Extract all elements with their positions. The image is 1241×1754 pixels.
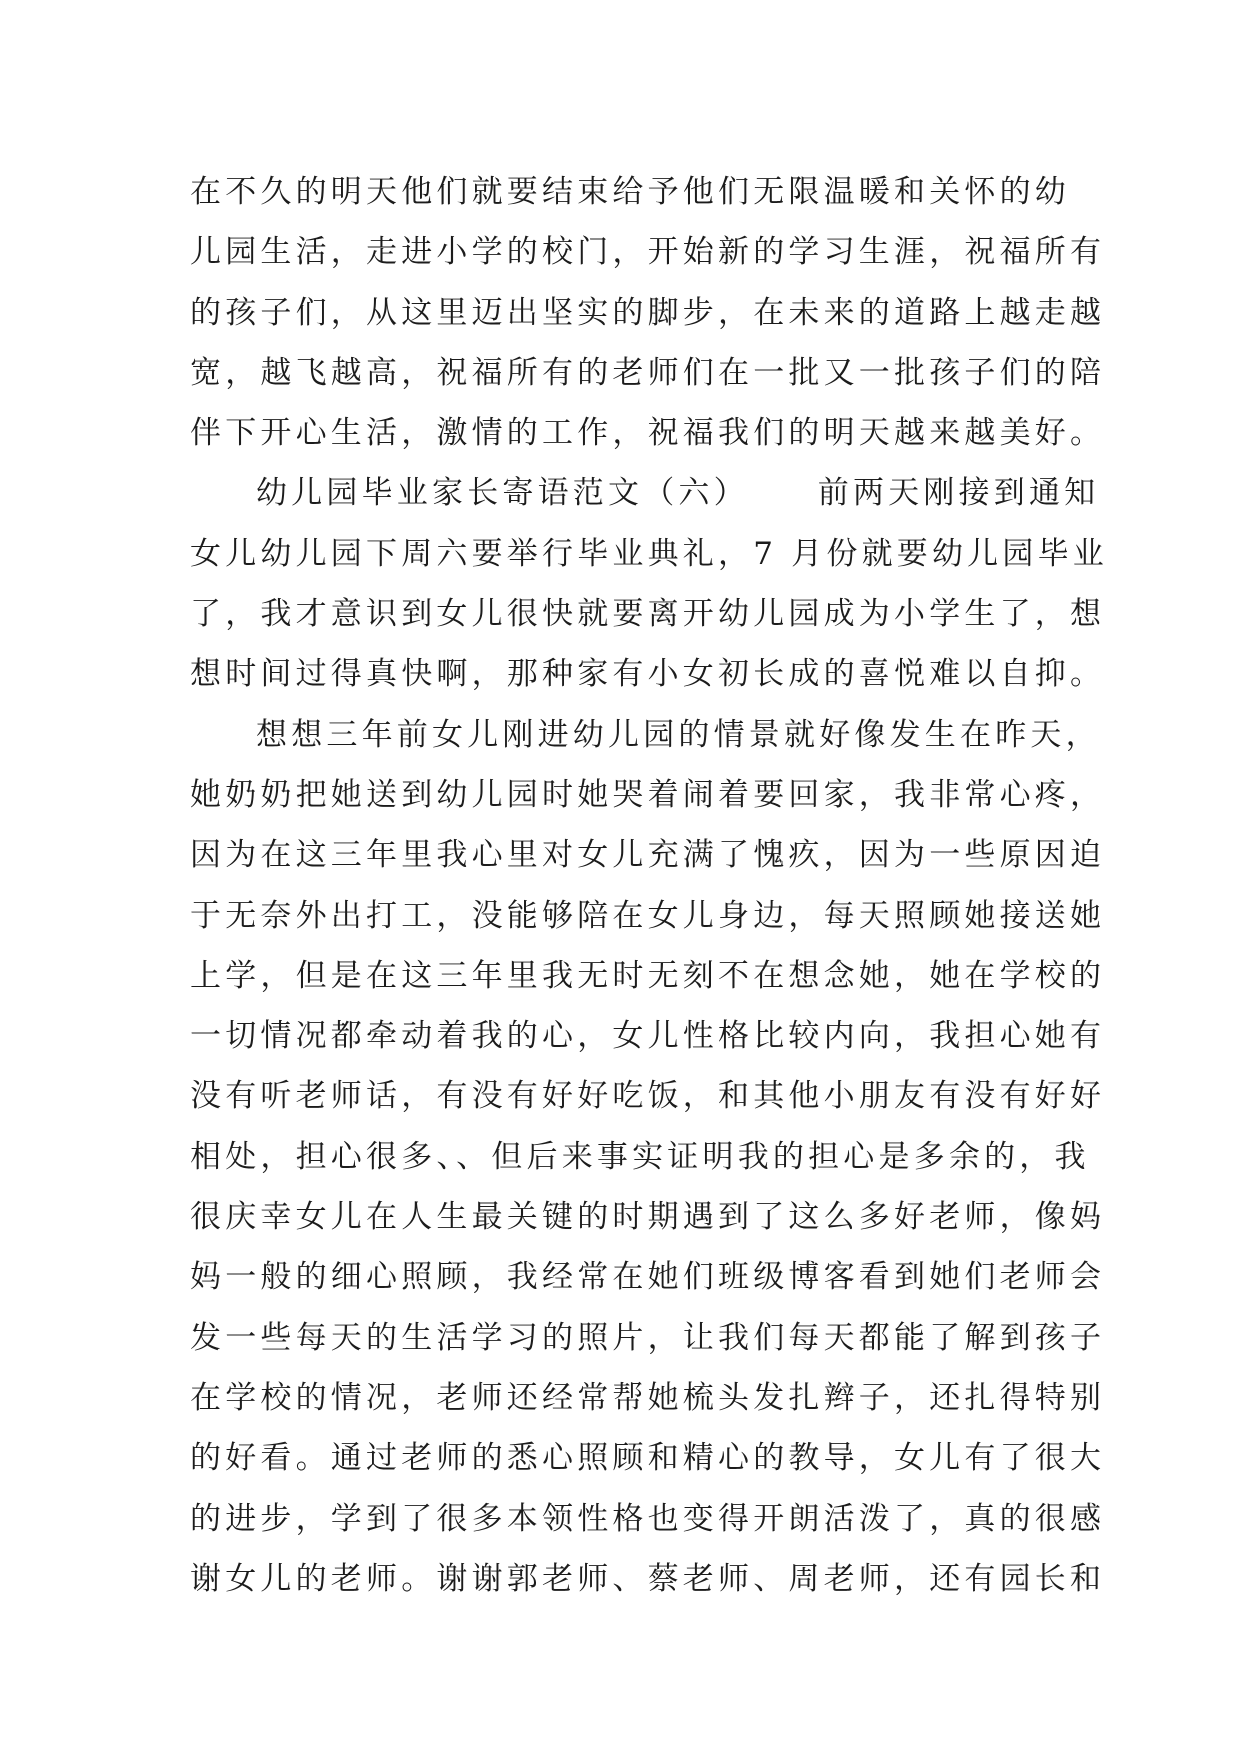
section-heading-line: 幼儿园毕业家长寄语范文（六） 前两天刚接到通知	[256, 475, 1100, 512]
text-line: 了，我才意识到女儿很快就要离开幼儿园成为小学生了，想	[190, 596, 1106, 633]
text-line: 的好看。通过老师的悉心照顾和精心的教导，女儿有了很大	[190, 1440, 1106, 1477]
text-line: 女儿幼儿园下周六要举行毕业典礼，7 月份就要幼儿园毕业	[190, 535, 1108, 572]
text-line: 她奶奶把她送到幼儿园时她哭着闹着要回家，我非常心疼，	[190, 776, 1106, 813]
text-line: 在不久的明天他们就要结束给予他们无限温暖和关怀的幼	[190, 174, 1070, 210]
text-line: 伴下开心生活，激情的工作，祝福我们的明天越来越美好。	[190, 415, 1106, 452]
text-line: 于无奈外出打工，没能够陪在女儿身边，每天照顾她接送她	[190, 897, 1106, 934]
text-line: 谢女儿的老师。谢谢郭老师、蔡老师、周老师，还有园长和	[190, 1560, 1106, 1597]
text-line: 想时间过得真快啊，那种家有小女初长成的喜悦难以自抑。	[190, 656, 1106, 693]
text-line: 的进步，学到了很多本领性格也变得开朗活泼了，真的很感	[190, 1500, 1106, 1537]
text-line: 因为在这三年里我心里对女儿充满了愧疚，因为一些原因迫	[190, 837, 1106, 874]
text-line: 上学，但是在这三年里我无时无刻不在想念她，她在学校的	[190, 957, 1106, 994]
text-line: 宽，越飞越高，祝福所有的老师们在一批又一批孩子们的陪	[190, 354, 1106, 391]
text-line: 没有听老师话，有没有好好吃饭，和其他小朋友有没有好好	[190, 1078, 1106, 1115]
text-line: 发一些每天的生活学习的照片，让我们每天都能了解到孩子	[190, 1319, 1106, 1356]
text-line: 的孩子们，从这里迈出坚实的脚步，在未来的道路上越走越	[190, 294, 1106, 331]
text-line: 儿园生活，走进小学的校门，开始新的学习生涯，祝福所有	[190, 234, 1106, 271]
text-line: 妈一般的细心照顾，我经常在她们班级博客看到她们老师会	[190, 1259, 1106, 1296]
paragraph-start-line: 想想三年前女儿刚进幼儿园的情景就好像发生在昨天，	[256, 716, 1101, 753]
text-line: 一切情况都牵动着我的心，女儿性格比较内向，我担心她有	[190, 1018, 1106, 1055]
text-line: 很庆幸女儿在人生最关键的时期遇到了这么多好老师，像妈	[190, 1199, 1106, 1236]
body-text	[190, 162, 1108, 1609]
text-line: 在学校的情况，老师还经常帮她梳头发扎辫子，还扎得特别	[190, 1379, 1106, 1416]
text-line: 相处，担心很多、、但后来事实证明我的担心是多余的，我	[190, 1138, 1090, 1175]
